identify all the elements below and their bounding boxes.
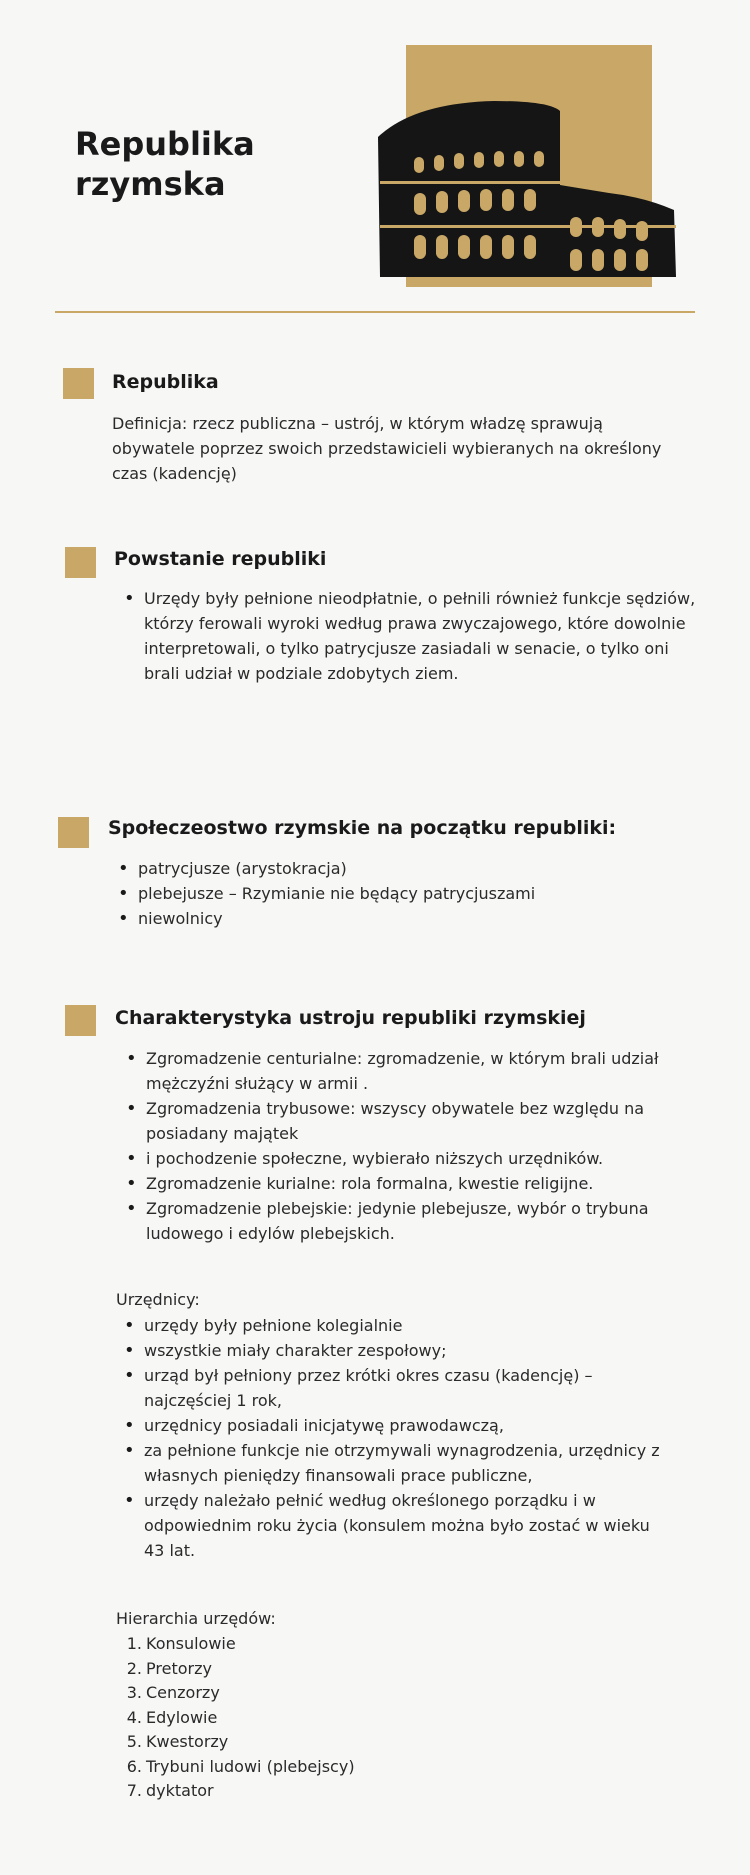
section-heading-charakterystyka: Charakterystyka ustroju republiki rzymskiej [115, 1007, 586, 1029]
section-heading-powstanie: Powstanie republiki [114, 548, 327, 570]
list-item: 4. Edylowie [126, 1707, 218, 1727]
list-item: • Zgromadzenie centurialne: zgromadzenie, w którym brali udział mężczyźni służący w armii . [124, 1046, 684, 1096]
list-item: • urzędy należało pełnić według określonego porządku i w odpowiednim roku życia (konsulem można było zostać w wieku 43 lat. [122, 1488, 667, 1563]
list-item: • wszystkie miały charakter zespołowy; [122, 1338, 667, 1363]
section-marker [58, 817, 89, 848]
list-item: 6. Trybuni ludowi (plebejscy) [126, 1756, 355, 1776]
list-item: 5. Kwestorzy [126, 1732, 229, 1751]
list-item: 2. Pretorzy [126, 1658, 212, 1678]
urzednicy-label: Urzędnicy: [116, 1290, 200, 1309]
list-item: • Urzędy były pełnione nieodpłatnie, o pełnili również funkcje sędziów, którzy ferowali wyroki według prawa zwyczajowego, które dowolnie interpretowali, o tylko patrycjusze zasiadali w senacie, o tylko oni brali udział w podziale zdobytych ziem. [122, 586, 702, 686]
list-item: • za pełnione funkcje nie otrzymywali wynagrodzenia, urzędnicy z własnych pieniędzy finansowali prace publiczne, [122, 1438, 667, 1488]
list-item: • urzędnicy posiadali inicjatywę prawodawczą, [122, 1413, 667, 1438]
list-item: • Zgromadzenie plebejskie: jedynie plebejusze, wybór o trybuna ludowego i edylów plebejskich. [124, 1196, 684, 1246]
hierarchia-label: Hierarchia urzędów: [116, 1609, 276, 1628]
section-marker [65, 547, 96, 578]
section-heading-republika: Republika [112, 371, 219, 393]
colosseum-icon [374, 45, 680, 290]
section-marker [63, 368, 94, 399]
charakterystyka-list [124, 1046, 684, 1246]
powstanie-list [122, 586, 702, 686]
page-title: Republika rzymska [75, 125, 255, 203]
list-item: • urzędy były pełnione kolegialnie [122, 1313, 667, 1338]
definition-text: Definicja: rzecz publiczna – ustrój, w którym władzę sprawują obywatele poprzez swoich przedstawicieli wybieranych na określony czas (kadencję) [112, 414, 662, 483]
header-divider [55, 311, 695, 313]
hierarchia-list [120, 1632, 520, 1804]
urzednicy-list [122, 1313, 667, 1563]
list-item: 3. Cenzorzy [126, 1683, 220, 1702]
section-heading-spoleczenstwo: Społeczeostwo rzymskie na początku republiki: [108, 817, 617, 839]
section-marker [65, 1005, 96, 1036]
list-item: • Zgromadzenia trybusowe: wszyscy obywatele bez względu na posiadany majątek [124, 1096, 684, 1146]
list-item: • plebejusze – Rzymianie nie będący patrycjuszami [116, 881, 696, 906]
list-item: • urząd był pełniony przez krótki okres czasu (kadencję) – najczęściej 1 rok, [122, 1363, 667, 1413]
list-item: • niewolnicy [116, 906, 696, 931]
list-item: 1. Konsulowie [126, 1634, 236, 1653]
list-item: 7. dyktator [126, 1781, 214, 1800]
spoleczenstwo-list [116, 856, 696, 931]
list-item: • Zgromadzenie kurialne: rola formalna, kwestie religijne. [124, 1171, 684, 1196]
list-item: • patrycjusze (arystokracja) [116, 856, 696, 881]
list-item: • i pochodzenie społeczne, wybierało niższych urzędników. [124, 1146, 684, 1171]
